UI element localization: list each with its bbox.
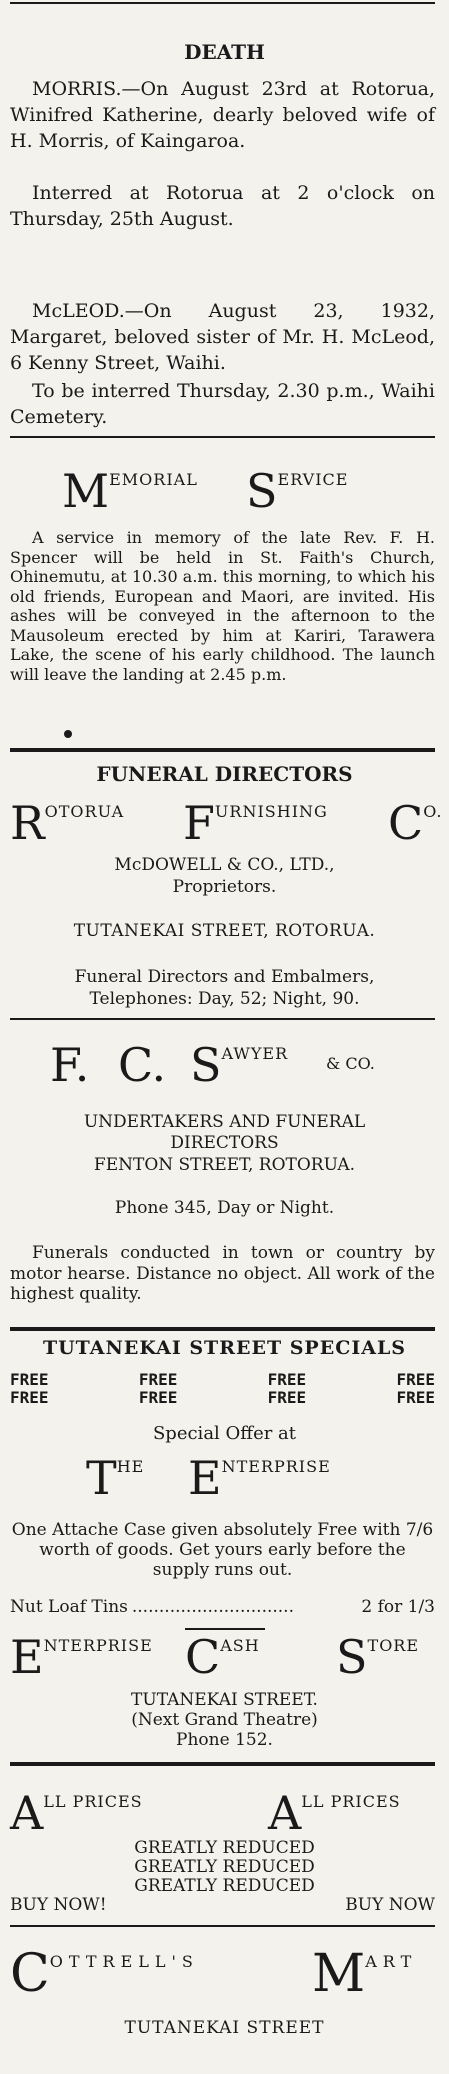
firm2-line1: UNDERTAKERS AND FUNERAL: [83, 1112, 366, 1132]
enterprise-cash-store-store: STORE: [336, 1630, 420, 1684]
buy-now-left: BUY NOW!: [10, 1895, 107, 1915]
firm2-phone: Phone 345, Day or Night.: [114, 1198, 335, 1218]
firm1-services: Funeral Directors and Embalmers,: [74, 967, 375, 987]
attache-case-offer: One Attache Case given absolutely Free with 7/6 worth of goods. Get yours early before the supply runs out.: [11, 1520, 434, 1580]
memorial-title-service: SERVICE: [246, 464, 349, 518]
rule: [10, 1327, 435, 1331]
memorial-body: A service in memory of the late Rev. F. H. Spencer will be held in St. Faith's Church, Ohinemutu, at 10.30 a.m. this morning, to which his old friends, European and Maori, are invited. His ashes will be conveyed in the afternoon to the Mausoleum erected by him at Kariri, Tarawera Lake, the scene of his early childhood. The launch will leave the landing at 2.45 p.m.: [10, 528, 435, 684]
enterprise-cash-store-cash: CASH: [185, 1630, 260, 1684]
death-notice-morris: MORRIS.—On August 23rd at Rotorua, Winifred Katherine, dearly beloved wife of H. Morris, of Kaingaroa.: [10, 78, 435, 152]
rotorua-furnishing-furnishing: FURNISHING: [183, 796, 328, 850]
top-rule: [10, 2, 435, 4]
enterprise-cash-store-enterprise: ENTERPRISE: [10, 1630, 153, 1684]
firm1-owner: McDOWELL & CO., LTD.,: [114, 855, 335, 875]
death-notice-morris-interment: Interred at Rotorua at 2 o'clock on Thursday, 25th August.: [10, 182, 435, 230]
death-notice-mcleod: McLEOD.—On August 23, 1932, Margaret, beloved sister of Mr. H. McLeod, 6 Kenny Street, Waihi.: [10, 300, 435, 374]
buy-now-row: [10, 1895, 435, 1915]
greatly-reduced-2: GREATLY REDUCED: [134, 1857, 315, 1877]
rotorua-furnishing-co: CO.: [388, 796, 443, 850]
greatly-reduced-1: GREATLY REDUCED: [134, 1838, 315, 1858]
funeral-heading: FUNERAL DIRECTORS: [96, 762, 353, 786]
firm1-proprietors: Proprietors.: [172, 877, 277, 897]
death-heading: DEATH: [184, 40, 265, 64]
the-enterprise-enterprise: ENTERPRISE: [188, 1451, 331, 1505]
rotorua-furnishing-rotorua: ROTORUA: [10, 796, 125, 850]
firm2-line2: DIRECTORS: [170, 1133, 279, 1153]
mart: MART: [312, 1944, 418, 2004]
rule: [10, 436, 435, 438]
buy-now-right: BUY NOW: [345, 1895, 435, 1915]
firm1-telephones: Telephones: Day, 52; Night, 90.: [89, 989, 360, 1009]
rule: [10, 748, 435, 752]
death-notice-mcleod-interment: To be interred Thursday, 2.30 p.m., Waihi Cemetery.: [10, 380, 435, 428]
sawyer-name: SAWYER: [190, 1038, 289, 1092]
ink-spot: [64, 730, 72, 738]
nut-loaf-tins-line: Nut Loaf Tins .............................. 2 for 1/3: [10, 1597, 435, 1617]
cottrells-street: TUTANEKAI STREET: [124, 2018, 325, 2038]
free-row-2: FREE FREE FREE FREE: [10, 1388, 435, 1407]
sawyer-co: & CO.: [326, 1054, 375, 1073]
greatly-reduced-3: GREATLY REDUCED: [134, 1876, 315, 1896]
free-row-1: FREE FREE FREE FREE: [10, 1370, 435, 1389]
store-street: TUTANEKAI STREET.: [131, 1690, 318, 1710]
rule: [10, 1925, 435, 1927]
firm2-body: Funerals conducted in town or country by motor hearse. Distance no object. All work of the highest quality.: [10, 1243, 435, 1304]
cottrells: COTTRELL'S: [10, 1944, 199, 2004]
store-phone: Phone 152.: [176, 1730, 273, 1750]
all-prices-right: ALL PRICES: [268, 1786, 401, 1840]
store-location: (Next Grand Theatre): [131, 1710, 318, 1730]
rule: [10, 1018, 435, 1020]
rule: [10, 1762, 435, 1766]
firm1-address: TUTANEKAI STREET, ROTORUA.: [73, 921, 376, 941]
the-enterprise-the: THE: [86, 1451, 145, 1505]
sawyer-c: C.: [118, 1038, 167, 1092]
specials-heading: TUTANEKAI STREET SPECIALS: [42, 1337, 407, 1359]
firm2-address: FENTON STREET, ROTORUA.: [93, 1155, 356, 1175]
sawyer-f: F.: [50, 1038, 90, 1092]
special-offer: Special Offer at: [152, 1423, 297, 1444]
memorial-title-memorial: MEMORIAL: [62, 464, 198, 518]
all-prices-left: ALL PRICES: [10, 1786, 143, 1840]
